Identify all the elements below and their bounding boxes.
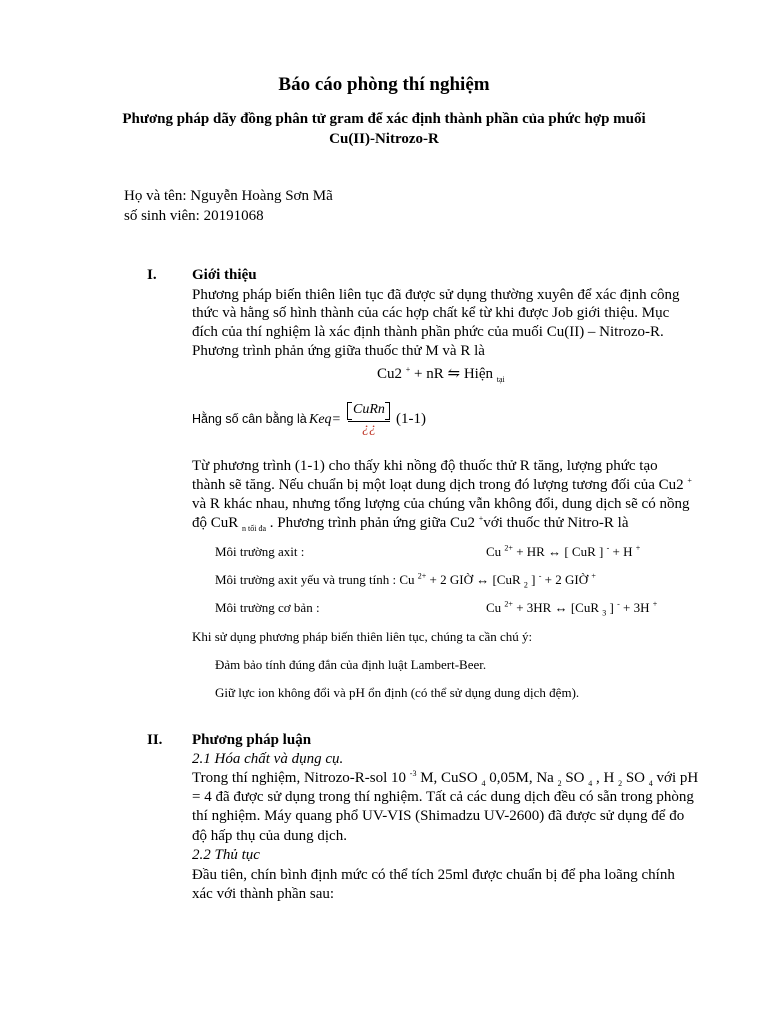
section-1-line-4: Phương trình phản ứng giữa thuốc thử M và R là [192,343,485,359]
section-1-number: I. [147,267,157,283]
note-2: Giữ lực ion không đổi và pH ổn định (có thể sử dụng dung dịch đệm). [215,685,580,700]
section-1-line-3: đích của thí nghiệm là xác định thành phần phức của muối Cu(II) – Nitrozo-R. [192,324,664,340]
env-basic-label: Môi trường cơ bản : [215,600,320,615]
section-2-line-1: = 4 đã được sử dụng trong thí nghiệm. Tất cả các dung dịch đều có sẵn trong phòng [192,789,694,805]
section-2-heading: Phương pháp luận [192,732,312,748]
keq-fraction [346,400,392,440]
section-1-heading: Giới thiệu [192,267,257,283]
procedure-line-1: Đầu tiên, chín bình định mức có thể tích 25ml được chuẩn bị để pha loãng chính [192,867,675,883]
para2-line-1: Từ phương trình (1-1) cho thấy khi nồng độ thuốc thử R tăng, lượng phức tạo [192,458,658,474]
keq-numerator: CuRn [353,402,385,417]
para2-line-4: độ CuR $_{n tối đa}$ . Phương trình phản ứng giữa Cu2 +với thuốc thử Nitro-R là [192,514,629,533]
subsection-2-2: 2.2 Thủ tục [192,847,260,863]
section-1-line-2: thức và hằng số hình thành của các hợp chất kể từ khi được Job giới thiệu. Mục [192,305,670,321]
equation-number: (1-1) [396,411,426,427]
subtitle-line-2: Cu(II)-Nitrozo-R [329,131,439,147]
section-1-line-1: Phương pháp biến thiên liên tục đã được sử dụng thường xuyên để xác định công [192,287,680,303]
env-acid-equation: Cu $^{2+}$ + HR ↔ [ CuR ] - + H + [486,543,641,559]
notes-intro: Khi sử dụng phương pháp biến thiên liên tục, chúng ta cần chú ý: [192,629,533,644]
chemicals-line: Trong thí nghiệm, Nitrozo-R-sol 10 $^{-3}$ M, CuSO $_4$ 0,05M, Na $_2$ SO $_4$ , H $_2$ SO $_4$ với pH [192,769,699,788]
keq-label: Hằng số cân bằng là [192,412,307,426]
section-2-number: II. [147,732,163,748]
section-2-line-2: thí nghiệm. Máy quang phổ UV-VIS (Shimadzu UV-2600) đã được sử dụng để đo [192,808,685,824]
procedure-line-2: xác với thành phần sau: [192,886,335,902]
para2-line-2: thành sẽ tăng. Nếu chuẩn bị một loạt dung dịch trong đó lượng tương đối của Cu2 + [192,476,692,493]
para2-line-3: và R khác nhau, nhưng tổng lượng của chúng vẫn không đổi, dung dịch sẽ có nồng [192,496,690,512]
author-name: Họ và tên: Nguyễn Hoàng Sơn Mã [124,188,333,204]
section-2-line-3: độ hấp thụ của dung dịch. [192,828,347,844]
env-weak-acid: Môi trường axit yếu và trung tính : Cu $^{2+}$ + 2 GIỜ ↔ [CuR $_2$ ] - + 2 GIỜ + [215,571,596,590]
reaction-equation: Cu2 + + nR ⇋ Hiện $_{tại}$ [377,365,505,384]
keq-symbol: Keq= [309,412,341,427]
student-id: số sinh viên: 20191068 [124,208,264,224]
document-title: Báo cáo phòng thí nghiệm [278,74,490,95]
subsection-2-1: 2.1 Hóa chất và dụng cụ. [192,751,344,767]
keq-denominator: ¿¿ [362,421,376,436]
document-subtitle [0,109,768,149]
env-basic-equation: Cu $^{2+}$ + 3HR ↔ [CuR $_3$ ] - + 3H + [486,599,658,618]
right-bracket [385,402,390,420]
env-acid-label: Môi trường axit : [215,544,305,559]
subtitle-line-1: Phương pháp dãy đồng phân tử gram để xác định thành phần của phức hợp muối [122,111,646,127]
note-1: Đảm bảo tính đúng đắn của định luật Lambert-Beer. [215,657,487,672]
